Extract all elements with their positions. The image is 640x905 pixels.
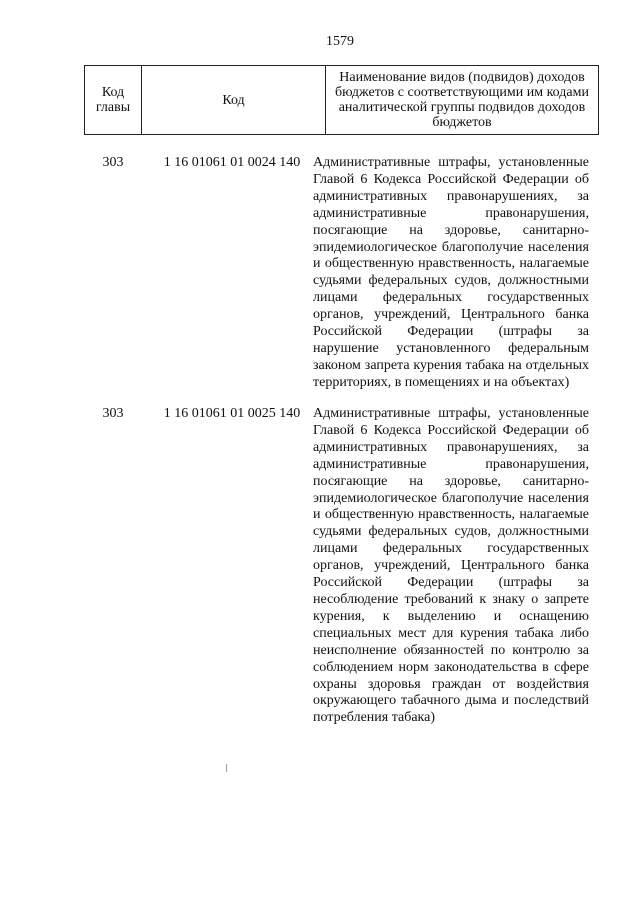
table-header — [84, 65, 599, 135]
row-name: Административные штрафы, установленные Главой 6 Кодекса Российской Федерации об административных правонарушениях, за административные правонарушения, посягающие на здоровье, санитарно-эпидемиологическое благополучие населения и общественную нравственность, налагаемые судьями федеральных судов, должностными лицами федеральных государственных органов, учреждений, Центрального банка Российской Федерации (штрафы за несоблюдение требований к знаку о запрете курения, к выделению и оснащению специальных мест для курения табака либо неисполнение обязанностей по контролю за соблюдением норм законодательства в сфере охраны здоровья граждан от воздействия окружающего табачного дыма и последствий потребления табака) — [313, 406, 589, 726]
header-chapter-code: Код главы — [85, 66, 142, 135]
row-chapter-code: 303 — [102, 406, 124, 421]
row-chapter-code: 303 — [102, 155, 124, 170]
scan-mark — [226, 764, 227, 772]
header-code: Код — [142, 66, 326, 135]
header-row — [85, 66, 599, 135]
header-name: Наименование видов (подвидов) доходов бюджетов с соответствующими им кодами аналитической группы подвидов доходов бюджетов — [326, 66, 599, 135]
row-code: 1 16 01061 01 0024 140 — [163, 155, 301, 170]
page-number: 1579 — [326, 34, 354, 49]
row-name: Административные штрафы, установленные Главой 6 Кодекса Российской Федерации об административных правонарушениях, за административные правонарушения, посягающие на здоровье, санитарно-эпидемиологическое благополучие населения и общественную нравственность, налагаемые судьями федеральных судов, должностными лицами федеральных государственных органов, учреждений, Центрального банка Российской Федерации (штрафы за нарушение установленного федеральным законом запрета курения табака на отдельных территориях, в помещениях и на объектах) — [313, 155, 589, 390]
row-code: 1 16 01061 01 0025 140 — [163, 406, 301, 421]
